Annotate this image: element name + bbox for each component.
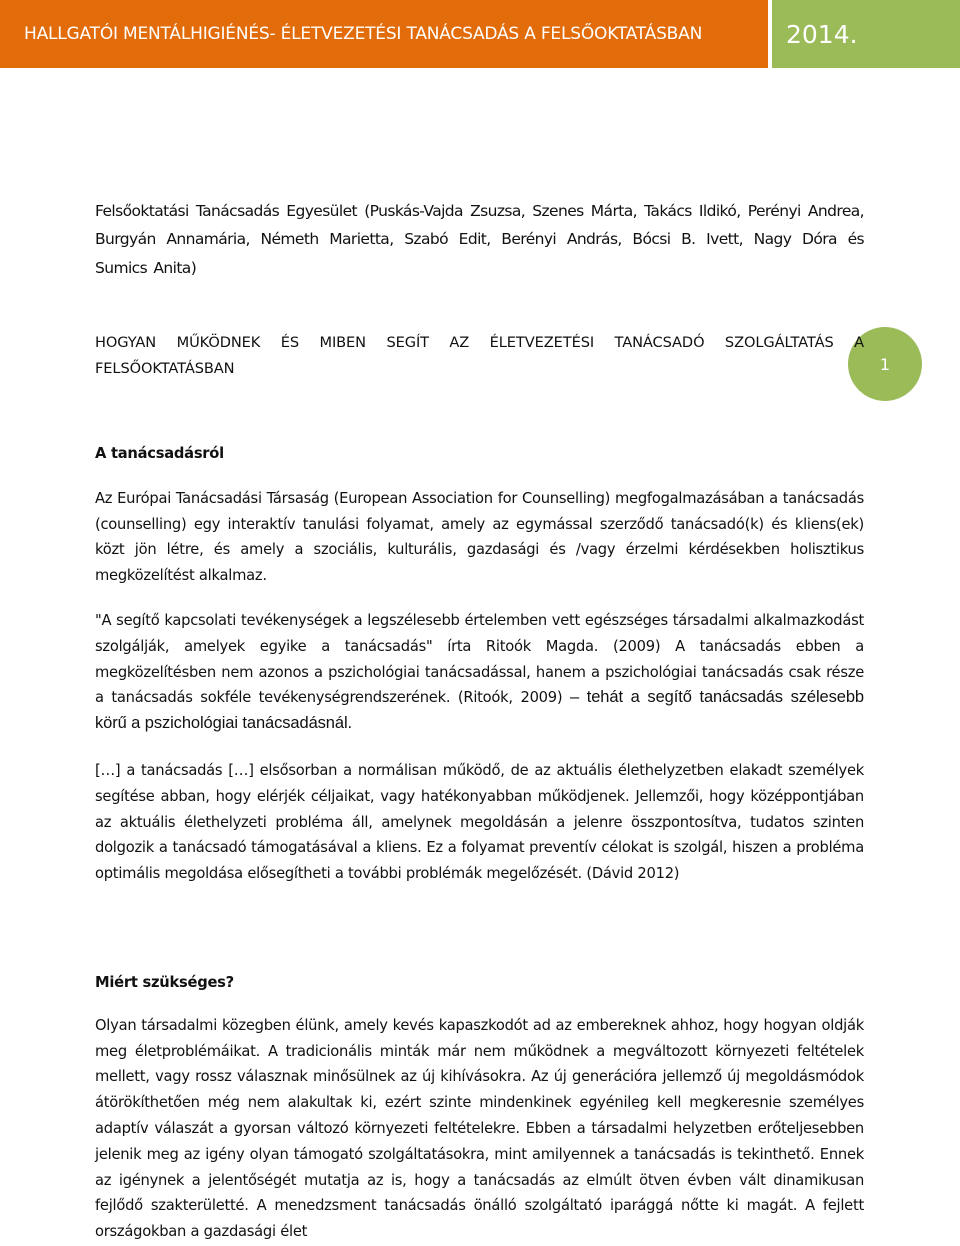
paragraph: Olyan társadalmi közegben élünk, amely kevés kapaszkodót ad az embereknek ahhoz, hogy hogyan oldják meg életproblémáikat. A tradicionális minták már nem működnek a megváltozott környezeti feltételek mellett, vagy rossz válasznak minősülnek az új kihívásokra. Az új generációra jellemző új megoldásmódok átörökíthetően még nem alakultak ki, ezért szinte mindenkinek egyénileg kell megkeresnie személyes adaptív válaszát a gyorsan változó környezeti feltételekre. Ebben a társadalmi helyzetben erőteljesebben jelenik meg az igény olyan támogató szolgáltatásokra, mint amilyennek a tanácsadás is tekinthető. Ennek az igénynek a jelentőségét mutatja az is, hogy a tanácsadás az elmúlt ötven évben vált dinamikusan fejlődő szakterületté. A menedzsment tanácsadás önálló szolgáltató iparággá nőtte ki magát. A fejlett országokban a gazdasági élet bbox=[95, 1016, 864, 1241]
quote-conclusion: – tehát a segítő tanácsadás szélesebb körű a pszichológiai tanácsadásnál. bbox=[95, 688, 864, 733]
main-title: HOGYAN MŰKÖDNEK ÉS MIBEN SEGÍT AZ ÉLETVEZETÉSI TANÁCSADÓ SZOLGÁLTATÁS A FELSŐOKTATÁSBAN bbox=[95, 334, 864, 377]
header-title: HALLGATÓI MENTÁLHIGIÉNÉS- ÉLETVEZETÉSI TANÁCSADÁS A FELSŐOKTATÁSBAN bbox=[24, 24, 703, 44]
header-title-bar bbox=[0, 0, 772, 68]
main-title-block bbox=[95, 330, 864, 382]
page-header bbox=[0, 0, 960, 68]
header-year-box bbox=[772, 0, 960, 68]
quote-text: "A segítő kapcsolati tevékenységek a legszélesebb értelemben vett egészséges társadalmi alkalmazkodást szolgálják, amelyek egyike a tanácsadás" írta Ritoók Magda. (2009) A tanácsadás ebben a megközelítésben nem azonos a pszichológiai tanácsadással, hanem a pszichológiai tanácsadás csak része a tanácsadás sokféle tevékenységrendszerének. (Ritoók, 2009) bbox=[95, 611, 864, 707]
header-year: 2014. bbox=[786, 19, 858, 49]
section-heading: A tanácsadásról bbox=[95, 445, 224, 462]
paragraph-quote bbox=[95, 608, 864, 737]
paragraph: […] a tanácsadás […] elsősorban a normálisan működő, de az aktuális élethelyzetben elakadt személyek segítése abban, hogy elérjék céljaikat, vagy hatékonyabban működjenek. Jellemzői, hogy középpontjában az aktuális élethelyzeti probléma áll, amelynek megoldásán a jelenre összpontosítva, tudatos szinten dolgozik a tanácsadó támogatásával a kliens. Ez a folyamat preventív célokat is szolgál, hiszen a probléma optimális megoldása elősegítheti a további problémák megelőzését. (Dávid 2012) bbox=[95, 761, 864, 883]
page-number: 1 bbox=[879, 354, 891, 374]
section-why-needed bbox=[95, 970, 864, 1245]
section-heading: Miért szükséges? bbox=[95, 974, 234, 991]
section-about-counselling bbox=[95, 441, 864, 887]
paragraph: Az Európai Tanácsadási Társaság (European Association for Counselling) megfogalmazásában a tanácsadás (counselling) egy interaktív tanulási folyamat, amely az egymással szerződő tanácsadó(k) és kliens(ek) közt jön létre, és amely a szociális, kulturális, gazdasági és /vagy érzelmi kérdésekben holisztikus megközelítést alkalmaz. bbox=[95, 489, 864, 585]
authors-text: Felsőoktatási Tanácsadás Egyesület (Puskás-Vajda Zsuzsa, Szenes Márta, Takács Ildikó, Perényi Andrea, Burgyán Annamária, Németh Marietta, Szabó Edit, Berényi András, Bócsi B. Ivett, Nagy Dóra és Sumics Anita) bbox=[95, 201, 864, 277]
authors-block bbox=[95, 181, 864, 298]
